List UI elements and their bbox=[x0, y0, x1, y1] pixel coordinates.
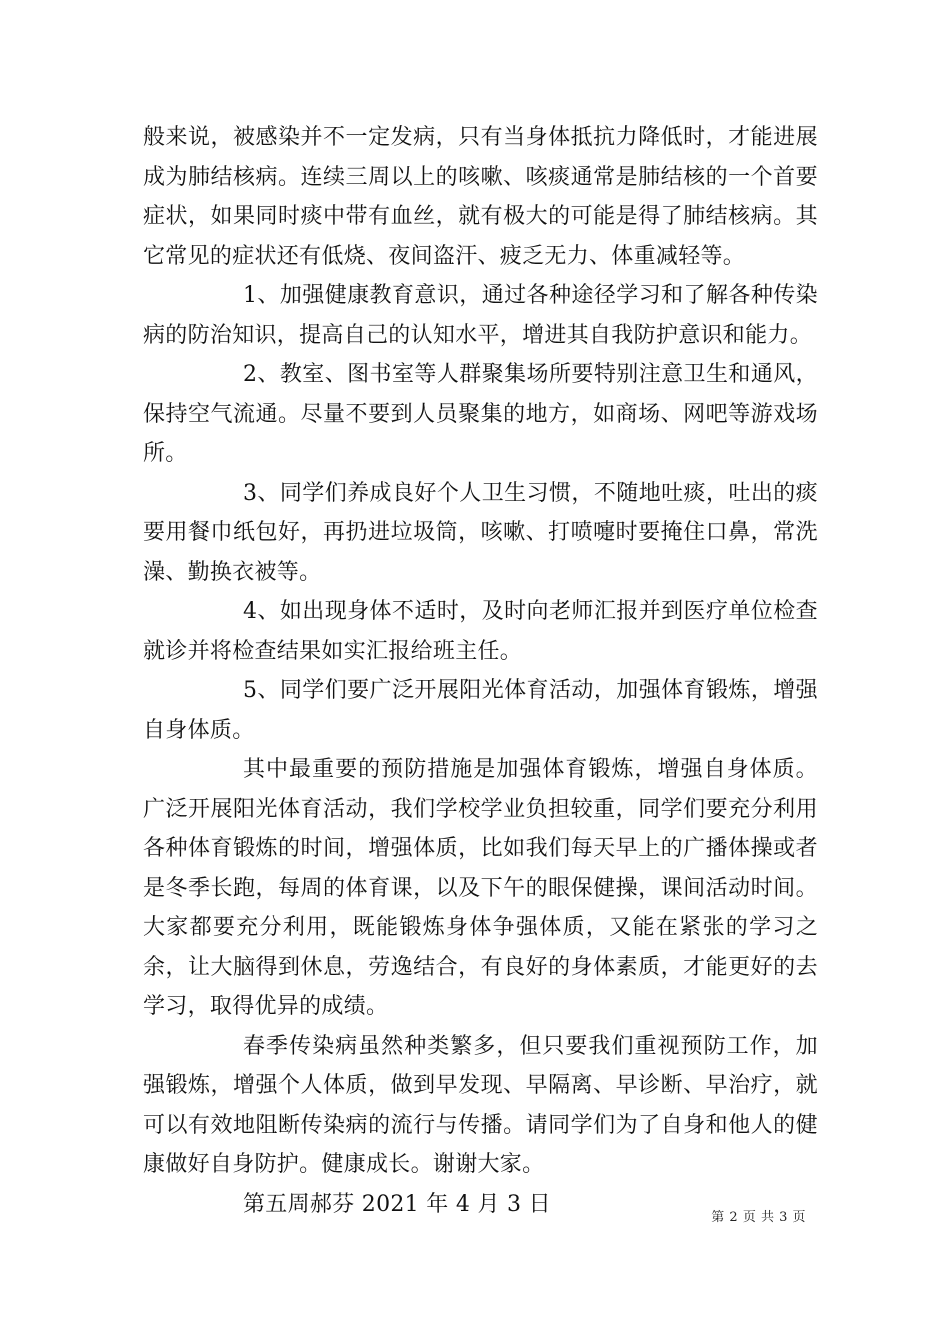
page-number: 第 2 页 共 3 页 bbox=[711, 1210, 806, 1225]
paragraph-measure-4: 4、如出现身体不适时，及时向老师汇报并到医疗单位检查就诊并将检查结果如实汇报给班主任。 bbox=[143, 599, 818, 664]
document-body bbox=[143, 118, 818, 1224]
paragraph-intro: 般来说，被感染并不一定发病，只有当身体抵抗力降低时，才能进展成为肺结核病。连续三周以上的咳嗽、咳痰通常是肺结核的一个首要症状，如果同时痰中带有血丝，就有极大的可能是得了肺结核病。其它常见的症状还有低烧、夜间盗汗、疲乏无力、体重减轻等。 bbox=[143, 125, 818, 269]
paragraph-measure-1: 1、加强健康教育意识，通过各种途径学习和了解各种传染病的防治知识，提高自己的认知水平，增进其自我防护意识和能力。 bbox=[143, 283, 818, 348]
paragraph-conclusion: 春季传染病虽然种类繁多，但只要我们重视预防工作，加强锻炼，增强个人体质，做到早发现、早隔离、早诊断、早治疗，就可以有效地阻断传染病的流行与传播。请同学们为了自身和他人的健康做好自身防护。健康成长。谢谢大家。 bbox=[143, 1033, 818, 1177]
paragraph-measure-5: 5、同学们要广泛开展阳光体育活动，加强体育锻炼，增强自身体质。 bbox=[143, 678, 818, 743]
paragraph-measure-3: 3、同学们养成良好个人卫生习惯，不随地吐痰，吐出的痰要用餐巾纸包好，再扔进垃圾筒，咳嗽、打喷嚏时要掩住口鼻，常洗澡、勤换衣被等。 bbox=[143, 480, 818, 585]
paragraph-exercise: 其中最重要的预防措施是加强体育锻炼，增强自身体质。广泛开展阳光体育活动，我们学校学业负担较重，同学们要充分利用各种体育锻炼的时间，增强体质，比如我们每天早上的广播体操或者是冬季长跑，每周的体育课，以及下午的眼保健操，课间活动时间。大家都要充分利用，既能锻炼身体争强体质，又能在紧张的学习之余，让大脑得到休息，劳逸结合，有良好的身体素质，才能更好的去学习，取得优异的成绩。 bbox=[143, 757, 818, 1019]
paragraph-measure-2: 2、教室、图书室等人群聚集场所要特别注意卫生和通风，保持空气流通。尽量不要到人员聚集的地方，如商场、网吧等游戏场所。 bbox=[143, 362, 818, 466]
signature-date: 第五周郝芬 2021 年 4 月 3 日 bbox=[243, 1191, 551, 1217]
